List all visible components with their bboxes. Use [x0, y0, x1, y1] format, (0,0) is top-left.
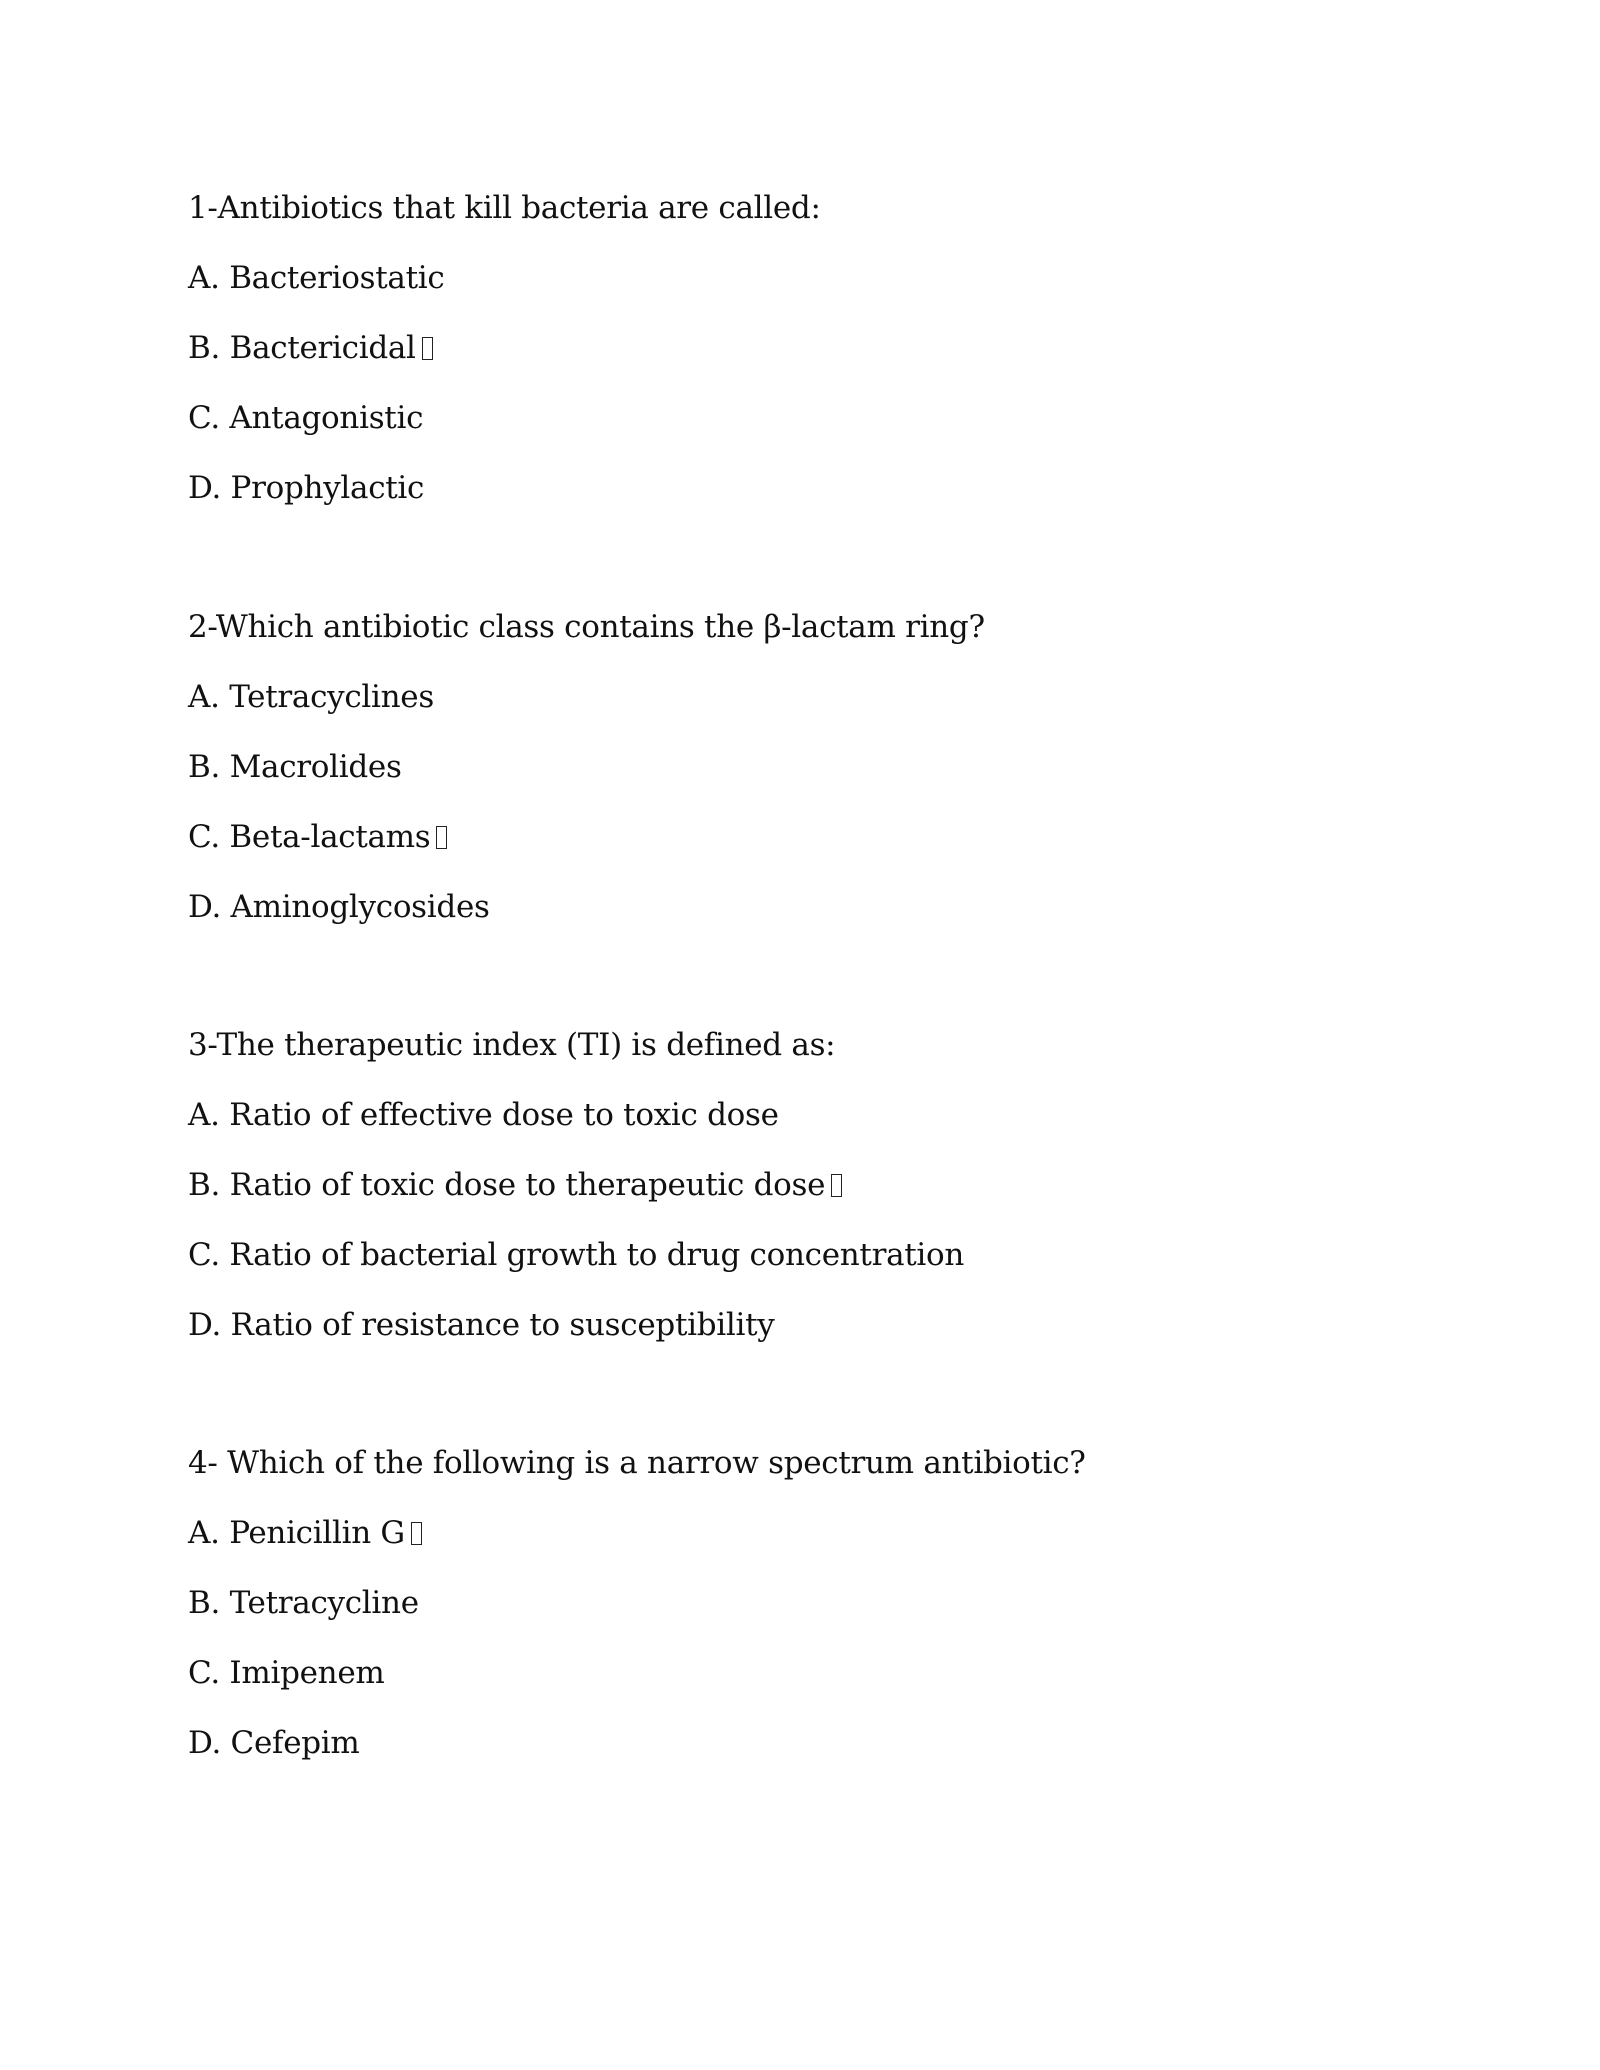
question-prompt: 4- Which of the following is a narrow spectrum antibiotic? [188, 1445, 1086, 1481]
option-a: A. Tetracyclines [188, 679, 434, 715]
option-c: C. Antagonistic [188, 400, 424, 436]
question-4 [188, 1428, 1086, 1778]
question-prompt: 2-Which antibiotic class contains the β-lactam ring? [188, 609, 985, 645]
option-a: A. Penicillin G [188, 1498, 1086, 1568]
option-d: D. Cefepim [188, 1725, 360, 1761]
option-d: D. Prophylactic [188, 470, 425, 506]
option-d: D. Aminoglycosides [188, 889, 490, 925]
option-d: D. Ratio of resistance to susceptibility [188, 1307, 775, 1343]
question-prompt: 3-The therapeutic index (TI) is defined as: [188, 1027, 836, 1063]
question-1 [188, 173, 821, 523]
option-b: B. Macrolides [188, 749, 402, 785]
question-2 [188, 592, 985, 942]
option-a: A. Bacteriostatic [188, 260, 445, 296]
option-b: B. Ratio of toxic dose to therapeutic dose [188, 1150, 964, 1220]
answer-marker-icon [436, 826, 447, 849]
option-b: B. Tetracycline [188, 1585, 419, 1621]
answer-marker-icon [422, 337, 433, 360]
option-b: B. Bactericidal [188, 313, 821, 383]
question-3 [188, 1010, 964, 1360]
option-c: C. Ratio of bacterial growth to drug concentration [188, 1237, 965, 1273]
answer-marker-icon [411, 1522, 422, 1545]
question-prompt: 1-Antibiotics that kill bacteria are called: [188, 190, 821, 226]
option-a: A. Ratio of effective dose to toxic dose [188, 1097, 779, 1133]
option-c: C. Imipenem [188, 1655, 385, 1691]
option-c: C. Beta-lactams [188, 802, 985, 872]
answer-marker-icon [831, 1174, 842, 1197]
